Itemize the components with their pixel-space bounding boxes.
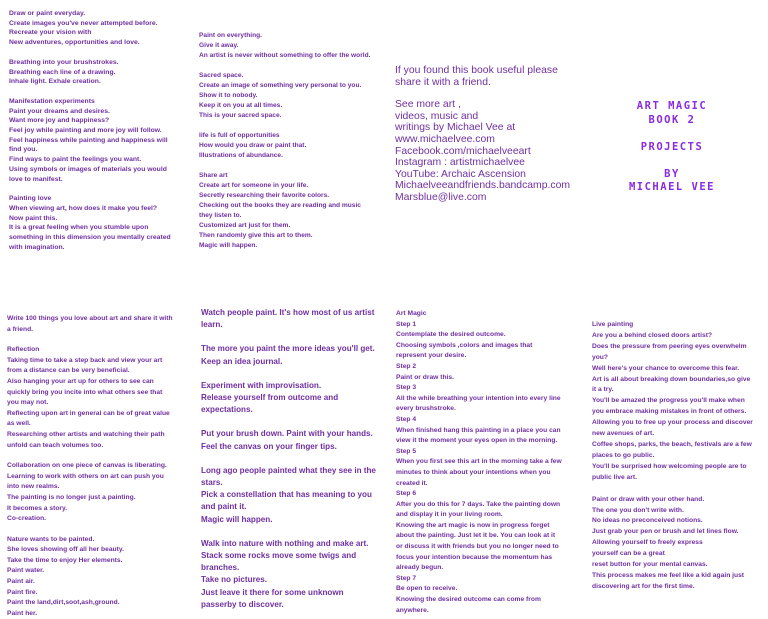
text-line: Facebook.com/michaelveeart	[395, 145, 531, 157]
text-line: Share art	[199, 172, 228, 179]
text-line: Draw or paint everyday.	[9, 10, 86, 17]
paragraph-hands	[201, 428, 391, 452]
paragraph-share-book	[395, 65, 595, 88]
text-line: Knowing the art magic is now in progress forget	[396, 521, 550, 529]
text-line: Paint on everything.	[199, 32, 263, 39]
text-line: Now paint this.	[9, 214, 58, 222]
text-line: Allowing you to free up your process and discover	[592, 419, 753, 427]
text-line: When viewing art, how does it make you feel?	[9, 204, 158, 212]
text-line: Paint air.	[7, 578, 35, 586]
text-line: Allowing yourself to freely express	[592, 539, 703, 547]
text-line: branches.	[201, 563, 240, 573]
text-line: stars.	[201, 478, 223, 488]
text-line: Experiment with improvisation.	[201, 380, 322, 390]
text-line: reset button for your mental canvas.	[592, 561, 708, 569]
paragraph-painting-love	[9, 194, 189, 252]
text-line: Using symbols or images of materials you would	[9, 165, 167, 173]
text-line: focus your intention because the momentum has	[396, 553, 553, 561]
text-line: anywhere.	[396, 606, 429, 614]
panel-top-left	[9, 9, 189, 252]
text-line: Sacred space.	[199, 72, 244, 79]
text-line: See more art ,	[395, 99, 461, 111]
panel-bottom-right	[592, 320, 764, 593]
text-line: you embrace making mistakes in front of others.	[592, 408, 747, 416]
paragraph-paint-everything	[199, 31, 384, 61]
text-line: The painting is no longer just a painting.	[7, 493, 136, 501]
text-line: Co-creation.	[7, 515, 47, 523]
text-line: Are you a behind closed doors artist?	[592, 331, 713, 339]
text-line: After you do this for 7 days. Take the painting down	[396, 500, 561, 508]
text-line: quickly bring you incite into what others see that	[7, 388, 163, 396]
text-line: Live painting	[592, 321, 634, 328]
text-line: minutes to think about your intentions when you	[396, 468, 551, 476]
text-line: Painting love	[9, 195, 52, 203]
text-line: Take no pictures.	[201, 575, 267, 585]
text-line: Paint the land,dirt,soot,ash,ground.	[7, 599, 120, 607]
panel-top-center	[199, 31, 384, 251]
text-line: find you.	[9, 146, 38, 154]
text-line: Step 5	[396, 447, 417, 455]
text-line: Reflection	[7, 346, 40, 354]
text-line: Marsblue@live.com	[395, 191, 487, 203]
text-line: New adventures, opportunities and love.	[9, 39, 140, 47]
text-line: you?	[592, 353, 608, 361]
text-line: The more you paint the more ideas you'll get.	[201, 344, 375, 354]
panel-promo	[395, 65, 595, 204]
paragraph-idea-journal	[201, 343, 391, 367]
paragraph-opportunities	[199, 131, 384, 161]
text-line: Paint your dreams and desires.	[9, 107, 110, 115]
text-line: Learning to work with others on art can push you	[7, 472, 164, 480]
text-line: Keep it on you at all times.	[199, 102, 283, 109]
text-line: writings by Michael Vee at	[395, 122, 516, 134]
text-line: Step 2	[396, 362, 417, 370]
text-line: a friend.	[7, 325, 34, 333]
text-line: Breathing each line of a drawing.	[9, 68, 116, 76]
text-line: Find ways to paint the feelings you want.	[9, 156, 142, 164]
paragraph-live-painting	[592, 320, 764, 484]
text-line: Stack some rocks move some twigs and	[201, 551, 357, 561]
text-line: discovering art for the first time.	[592, 582, 695, 590]
paragraph-contact-links	[395, 99, 595, 203]
text-line: Nature wants to be painted.	[7, 535, 95, 543]
text-line: Magic will happen.	[201, 514, 273, 524]
text-line: If you found this book useful please	[395, 65, 558, 76]
text-line: She loves showing off all her beauty.	[7, 546, 124, 554]
text-line: Write 100 things you love about art and share it with	[7, 315, 173, 322]
text-line: Create images you've never attempted before.	[9, 19, 158, 27]
text-line	[612, 127, 732, 141]
paragraph-sacred-space	[199, 71, 384, 121]
text-line: Choosing symbols ,colors and images that	[396, 341, 533, 349]
text-line: When finished hang this painting in a place you can	[396, 426, 561, 434]
text-line: places to go public.	[592, 451, 655, 459]
text-line: MICHAEL VEE	[628, 181, 716, 193]
text-line: Step 4	[396, 415, 417, 423]
text-line: something in this dimension you mentally created	[9, 234, 171, 242]
text-line: Create an image of something very personal to you.	[199, 82, 362, 89]
text-line: Put your brush down. Paint with your hands.	[201, 429, 373, 439]
paragraph-share-art	[199, 171, 384, 251]
paragraph-nature-art	[201, 538, 391, 611]
text-line: Pick a constellation that has meaning to you	[201, 490, 372, 500]
text-line: view it the moment your eyes open in the morning.	[396, 437, 558, 445]
text-line: Researching other artists and watching their path	[7, 430, 165, 438]
text-line: Customized art just for them.	[199, 222, 291, 229]
paragraph-breathing	[9, 58, 189, 87]
panel-art-magic-steps	[396, 309, 586, 616]
text-line: Show it to nobody.	[199, 92, 258, 99]
text-line: love to manifest.	[9, 175, 63, 183]
text-line: All the while breathing your intention into every line	[396, 394, 561, 402]
text-line: passerby to discover.	[201, 599, 284, 609]
text-line: new avenues of art.	[592, 430, 655, 438]
text-line: learn.	[201, 320, 223, 330]
text-line: every brushstroke.	[396, 405, 456, 413]
paragraph-nature	[7, 535, 192, 619]
text-line: share it with a friend.	[395, 76, 491, 88]
paragraph-other-hand	[592, 495, 764, 593]
text-line: created it.	[396, 479, 428, 487]
paragraph-art-magic	[396, 309, 586, 616]
text-line: The one you don't write with.	[592, 506, 684, 514]
text-line: as well.	[7, 420, 31, 428]
text-line: you may not.	[7, 399, 49, 407]
text-line: Reflecting upon art in general can be of great value	[7, 409, 170, 417]
text-line: Manifestation experiments	[9, 97, 95, 105]
text-line: Instagram : artistmichaelvee	[395, 157, 525, 169]
text-line: Does the pressure from peering eyes overwhelm	[592, 342, 747, 350]
paragraph-reflection	[7, 345, 192, 451]
text-line: Paint her.	[7, 609, 38, 617]
text-line	[612, 154, 732, 168]
text-line: Feel the canvas on your finger tips.	[201, 441, 337, 451]
text-line: Step 7	[396, 574, 417, 582]
paragraph-improvisation	[201, 380, 391, 417]
paragraph-watch-people	[201, 307, 391, 331]
book-title	[612, 100, 732, 195]
text-line: unfold can teach volumes too.	[7, 441, 104, 449]
text-line: Well here's your chance to overcome this fear.	[592, 364, 740, 372]
text-line: Breathing into your brushstrokes.	[9, 58, 119, 66]
text-line: Watch people paint. It's how most of us artist	[201, 308, 375, 317]
text-line: Inhale light. Exhale creation.	[9, 78, 101, 86]
text-line: Release yourself from outcome and	[201, 393, 339, 403]
text-line: Walk into nature with nothing and make art.	[201, 538, 369, 548]
text-line: BY	[664, 167, 680, 180]
text-line: An artist is never without something to offer the world.	[199, 52, 371, 59]
paragraph-manifestation	[9, 97, 189, 184]
text-line: You'll be surprised how welcoming people are to	[592, 462, 747, 470]
panel-bottom-left	[7, 314, 192, 619]
text-line: yourself can be a great	[592, 550, 665, 558]
text-line: It becomes a story.	[7, 504, 68, 512]
text-line: Want more joy and happiness?	[9, 117, 110, 125]
text-line: Checking out the books they are reading and music	[199, 202, 361, 209]
text-line: represent your desire.	[396, 352, 467, 360]
text-line: Paint or draw this.	[396, 373, 454, 381]
text-line: BOOK 2	[648, 113, 696, 126]
text-line: Step 1	[396, 320, 417, 328]
text-line: Magic will happen.	[199, 242, 258, 249]
text-line: Long ago people painted what they see in the	[201, 465, 376, 475]
text-line: Keep an idea journal.	[201, 356, 283, 366]
text-line: ART MAGIC	[636, 100, 708, 112]
text-line: PROJECTS	[640, 140, 704, 153]
text-line: expectations.	[201, 405, 253, 415]
paragraph-collaboration	[7, 461, 192, 525]
paragraph-daily-drawing	[9, 9, 189, 48]
text-line: Art Magic	[396, 310, 427, 317]
text-line: Be open to receive.	[396, 585, 458, 593]
text-line: videos, music and	[395, 110, 479, 122]
panel-bottom-center	[201, 307, 391, 611]
text-line: Illustrations of abundance.	[199, 152, 283, 159]
text-line: This is your sacred space.	[199, 112, 282, 119]
text-line: Then randomly give this art to them.	[199, 232, 313, 239]
text-line: into new realms.	[7, 483, 60, 491]
text-line: Step 3	[396, 384, 417, 392]
text-line: Paint water.	[7, 567, 45, 575]
text-line: Also hanging your art up for others to see can	[7, 377, 154, 385]
text-line: Knowing the desired outcome can come from	[396, 596, 541, 604]
text-line: It is a great feeling when you stumble upon	[9, 224, 149, 232]
text-line: Coffee shops, parks, the beach, festivals are a few	[592, 440, 752, 448]
text-line: Taking time to take a step back and view your art	[7, 356, 163, 364]
text-line: with imagination.	[9, 243, 65, 251]
text-line: Take the time to enjoy Her elements.	[7, 556, 123, 564]
text-line: No ideas no preconceived notions.	[592, 517, 703, 525]
text-line: life is full of opportunities	[199, 132, 280, 139]
text-line: Contemplate the desired outcome.	[396, 331, 506, 339]
text-line: www.michaelvee.com	[395, 133, 495, 145]
text-line: Feel happiness while painting and happiness will	[9, 136, 168, 144]
paragraph-constellation	[201, 465, 391, 526]
text-line: and display it in your living room.	[396, 511, 503, 519]
text-line: How would you draw or paint that.	[199, 142, 307, 149]
text-line: When you first see this art in the morning take a few	[396, 458, 562, 466]
text-line: Create art for someone in your life.	[199, 182, 309, 189]
text-line: Recreate your vision with	[9, 29, 92, 37]
text-line: Feel joy while painting and more joy will follow.	[9, 127, 162, 135]
paragraph-hundred-things	[7, 314, 192, 335]
text-line: already begun.	[396, 564, 444, 572]
text-line: YouTube: Archaic Ascension	[395, 168, 526, 180]
text-line: Secretly researching their favorite colors.	[199, 192, 330, 199]
text-line: it a try.	[592, 386, 614, 394]
text-line: Paint fire.	[7, 588, 38, 596]
text-line: You'll be amazed the progress you'll make when	[592, 397, 745, 405]
text-line: Art is all about breaking down boundaries,so give	[592, 375, 751, 383]
text-line: or discuss it with friends but you no longer need to	[396, 543, 559, 551]
text-line: from a distance can be very beneficial.	[7, 367, 130, 375]
text-line: Step 6	[396, 490, 417, 498]
text-line: about the painting. Just let it be. You can look at it	[396, 532, 556, 540]
text-line: they listen to.	[199, 212, 242, 219]
text-line: Just leave it there for some unknown	[201, 587, 344, 597]
text-line: Collaboration on one piece of canvas is liberating.	[7, 462, 167, 470]
text-line: public live art.	[592, 473, 637, 481]
text-line: Give it away.	[199, 42, 239, 49]
text-line: Michaelveeandfriends.bandcamp.com	[395, 180, 571, 192]
text-line: and paint it.	[201, 502, 247, 512]
text-line: Paint or draw with your other hand.	[592, 495, 705, 503]
text-line: This process makes me feel like a kid again just	[592, 571, 745, 579]
text-line: Just grab your pen or brush and let lines flow.	[592, 528, 739, 536]
